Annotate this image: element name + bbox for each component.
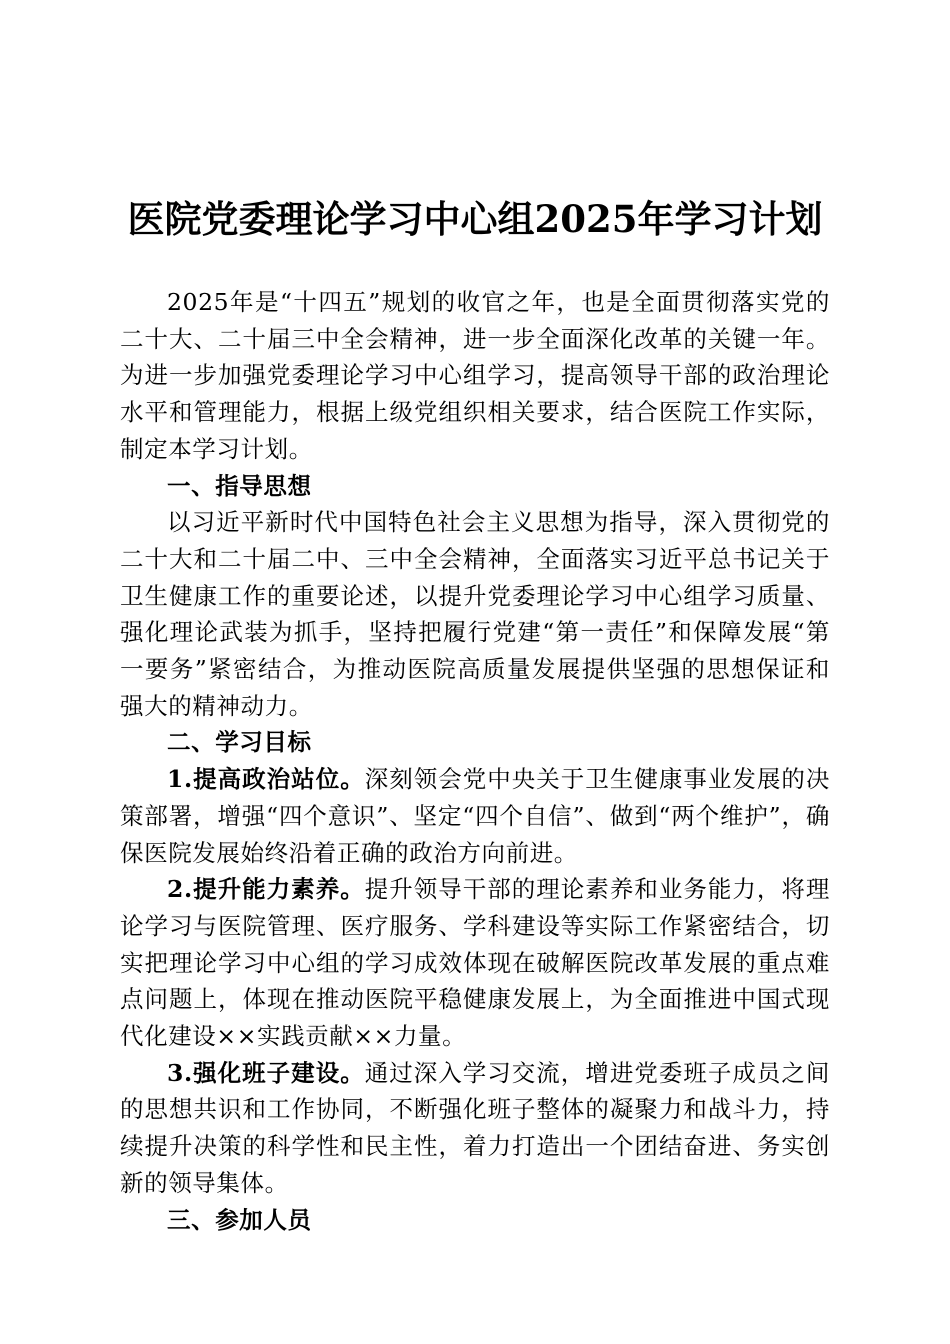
goal-item-3 <box>120 1055 830 1202</box>
section-heading-participants: 三、参加人员 <box>167 1205 312 1234</box>
document-body <box>120 284 830 1238</box>
goal-item-3-lead: 3.强化班子建设。 <box>167 1058 365 1087</box>
goal-item-1 <box>120 761 830 871</box>
intro-paragraph: 2025年是“十四五”规划的收官之年，也是全面贯彻落实党的二十大、二十届三中全会精神，进一步全面深化改革的关键一年。为进一步加强党委理论学习中心组学习，提高领导干部的政治理论水平和管理能力，根据上级党组织相关要求，结合医院工作实际，制定本学习计划。 <box>120 288 830 463</box>
guiding-ideology-paragraph: 以习近平新时代中国特色社会主义思想为指导，深入贯彻党的二十大和二十届二中、三中全会精神，全面落实习近平总书记关于卫生健康工作的重要论述，以提升党委理论学习中心组学习质量、强化理论武装为抓手，坚持把履行党建“第一责任”和保障发展“第一要务”紧密结合，为推动医院高质量发展提供坚强的思想保证和强大的精神动力。 <box>120 508 830 720</box>
goal-item-2-text: 提升领导干部的理论素养和业务能力，将理论学习与医院管理、医疗服务、学科建设等实际工作紧密结合，切实把理论学习中心组的学习成效体现在破解医院改革发展的重点难点问题上，体现在推动医院平稳健康发展上，为全面推进中国式现代化建设××实践贡献××力量。 <box>120 875 830 1051</box>
section-heading-guiding-ideology: 一、指导思想 <box>167 471 312 500</box>
section-heading-learning-goals: 二、学习目标 <box>167 728 312 757</box>
document-title: 医院党委理论学习中心组2025年学习计划 <box>127 197 823 241</box>
goal-item-2-lead: 2.提升能力素养。 <box>167 875 365 904</box>
goal-item-1-lead: 1.提高政治站位。 <box>167 765 365 794</box>
goal-item-1-text: 深刻领会党中央关于卫生健康事业发展的决策部署，增强“四个意识”、坚定“四个自信”、做到“两个维护”，确保医院发展始终沿着正确的政治方向前进。 <box>120 765 830 867</box>
goal-item-2 <box>120 871 830 1055</box>
goal-item-3-text: 通过深入学习交流，增进党委班子成员之间的思想共识和工作协同，不断强化班子整体的凝聚力和战斗力，持续提升决策的科学性和民主性，着力打造出一个团结奋进、务实创新的领导集体。 <box>120 1058 830 1197</box>
